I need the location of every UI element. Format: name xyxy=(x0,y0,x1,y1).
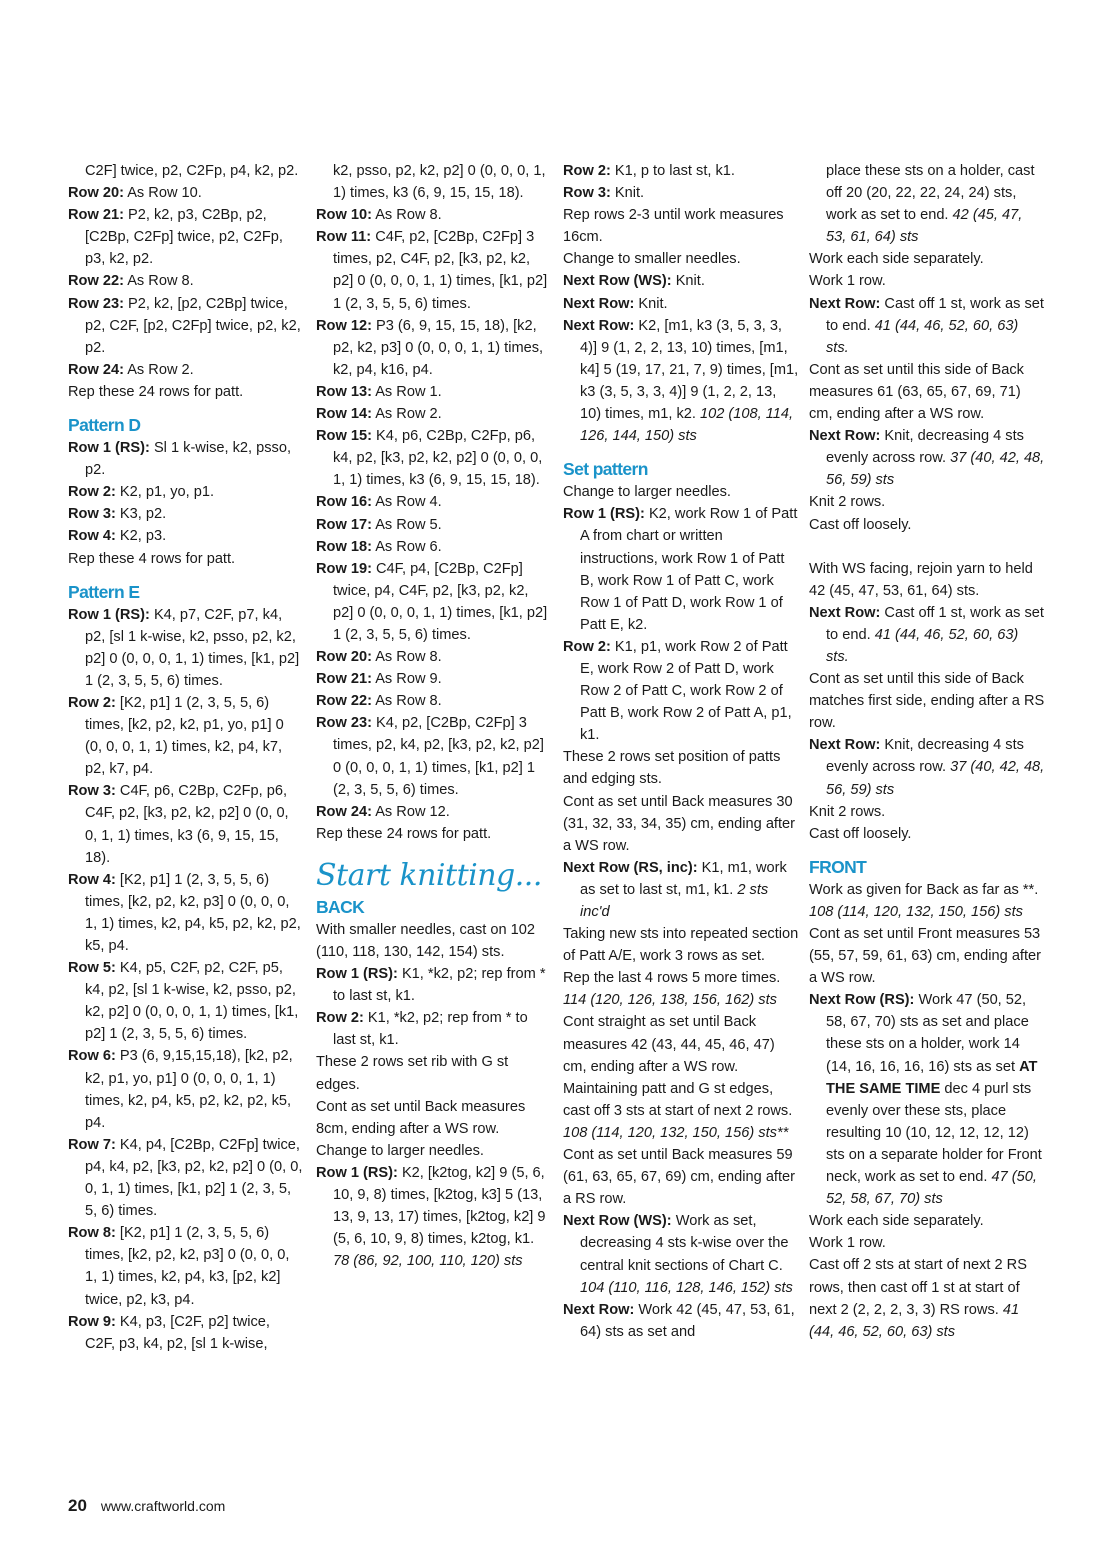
instruction-body: k2, psso, p2, k2, p2] 0 (0, 0, 0, 1, 1) times, k3 (6, 9, 15, 15, 18). xyxy=(333,163,546,202)
row-instruction xyxy=(316,491,552,513)
instruction-text xyxy=(809,1232,1045,1254)
row-instruction xyxy=(316,403,552,425)
instruction-body: K4, p6, C2Bp, C2Fp, p6, k4, p2, [k3, p2, k2, p2] 0 (0, 0, 0, 1, 1) times, k3 (6, 9, 15, 15, 18). xyxy=(333,428,543,489)
row-instruction xyxy=(563,160,799,182)
row-label: Row 10: xyxy=(316,207,372,224)
row-label: Row 19: xyxy=(316,560,372,577)
column-3 xyxy=(563,160,799,1343)
row-instruction xyxy=(809,293,1045,359)
row-label: Row 20: xyxy=(68,185,124,202)
instruction-text xyxy=(563,791,799,857)
instruction-body: Work 42 (45, 47, 53, 61, 64) sts as set and xyxy=(580,1301,795,1340)
row-instruction xyxy=(316,668,552,690)
row-label: Row 11: xyxy=(316,229,372,246)
row-instruction xyxy=(68,1222,304,1310)
instruction-body: As Row 4. xyxy=(371,494,442,511)
instruction-body: Work as given for Back as far as **. xyxy=(809,881,1039,898)
instruction-body: K2, work Row 1 of Patt A from chart or written instructions, work Row 1 of Patt B, work Row 1 of Patt C, work Row 1 of Patt D, work Row 1 of Patt E, k2. xyxy=(580,506,798,633)
row-instruction xyxy=(68,525,304,547)
row-instruction xyxy=(68,1134,304,1222)
row-label: Next Row: xyxy=(563,317,635,334)
instruction-body: Cont as set until this side of Back measures 61 (63, 65, 67, 69, 71) cm, ending after a WS row. xyxy=(809,361,1024,423)
row-label: Row 1 (RS): xyxy=(316,966,398,983)
instruction-body: Knit, decreasing 4 sts evenly across row. xyxy=(826,428,1024,467)
instruction-text xyxy=(563,248,799,270)
instruction-body: K2, p1, yo, p1. xyxy=(115,484,215,501)
row-label: Row 21: xyxy=(68,207,124,224)
instruction-body: Change to larger needles. xyxy=(316,1142,484,1159)
instruction-body: K4, p2, [C2Bp, C2Fp] 3 times, p2, k4, p2, [k3, p2, k2, p2] 0 (0, 0, 0, 1, 1) times, [k1, p2] 1 (2, 3, 5, 5, 6) times. xyxy=(333,715,544,798)
instruction-text xyxy=(809,558,1045,602)
row-instruction xyxy=(68,503,304,525)
stitch-count: 108 (114, 120, 132, 150, 156) sts xyxy=(809,903,1023,920)
row-label: Row 7: xyxy=(68,1136,116,1153)
instruction-text xyxy=(68,381,304,403)
stitch-count: 47 (50, 52, 58, 67, 70) sts xyxy=(826,1169,1037,1208)
instruction-text xyxy=(316,823,552,845)
instruction-body: As Row 12. xyxy=(371,803,450,820)
row-instruction xyxy=(809,602,1045,668)
instruction-body: K2, [k2tog, k2] 9 (5, 6, 10, 9, 8) times, [k2tog, k3] 5 (13, 13, 9, 13, 17) times, [k2tog, k2] 9 (5, 6, 10, 9, 8) times, k2tog, k1. xyxy=(333,1164,546,1248)
stitch-count: 41 (44, 46, 52, 60, 63) sts. xyxy=(826,317,1019,356)
instruction-body: Cont as set until Back measures 59 (61, 63, 65, 67, 69) cm, ending after a RS row. xyxy=(563,1147,796,1208)
row-instruction xyxy=(316,1007,552,1051)
instruction-text xyxy=(809,270,1045,292)
row-label: Row 2: xyxy=(68,484,116,501)
row-instruction xyxy=(316,558,552,646)
stitch-count: 2 sts inc'd xyxy=(580,881,769,920)
instruction-body: As Row 10. xyxy=(123,185,202,202)
instruction-body: Cont as set until Front measures 53 (55, 57, 59, 61, 63) cm, ending after a WS row. xyxy=(809,926,1042,987)
stitch-count: 37 (40, 42, 48, 56, 59) sts xyxy=(826,450,1045,489)
instruction-body: As Row 5. xyxy=(371,516,442,533)
instruction-body: Knit 2 rows. xyxy=(809,494,886,511)
row-label: Next Row: xyxy=(809,295,881,312)
row-label: Row 24: xyxy=(68,361,124,378)
instruction-text xyxy=(809,879,1045,923)
row-label: Next Row (WS): xyxy=(563,1213,672,1230)
instruction-text xyxy=(563,204,799,248)
instruction-text xyxy=(809,1210,1045,1232)
row-instruction xyxy=(563,1299,799,1343)
instruction-text xyxy=(809,1254,1045,1342)
row-label: Row 1 (RS): xyxy=(563,506,645,523)
row-instruction xyxy=(68,359,304,381)
section-heading: BACK xyxy=(316,896,365,917)
row-label: Next Row: xyxy=(809,428,881,445)
row-label: Row 24: xyxy=(316,803,372,820)
row-instruction xyxy=(68,692,304,780)
instruction-body: [K2, p1] 1 (2, 3, 5, 5, 6) times, [k2, p2, k2, p1, yo, p1] 0 (0, 0, 0, 1, 1) times, k2, p4, k7, p2, k7, p4. xyxy=(85,694,284,778)
instruction-body: Maintaining patt and G st edges, cast off 3 sts at start of next 2 rows. xyxy=(563,1080,793,1119)
instruction-body: Change to larger needles. xyxy=(563,484,731,501)
instruction-text xyxy=(68,548,304,570)
instruction-body: As Row 8. xyxy=(371,649,442,666)
row-instruction xyxy=(68,780,304,868)
stitch-count: 42 (45, 47, 53, 61, 64) sts xyxy=(826,207,1023,246)
row-instruction xyxy=(316,712,552,800)
row-label: Next Row: xyxy=(563,1301,635,1318)
row-label: Row 2: xyxy=(68,694,116,711)
row-label: Row 16: xyxy=(316,494,372,511)
instruction-body: [K2, p1] 1 (2, 3, 5, 5, 6) times, [k2, p2, k2, p3] 0 (0, 0, 0, 1, 1) times, k2, p4, k5, p2, k2, p2, k5, p4. xyxy=(85,871,301,954)
row-instruction xyxy=(316,536,552,558)
section-heading: FRONT xyxy=(809,856,867,877)
instruction-body: Work 1 row. xyxy=(809,273,886,290)
row-label: Row 3: xyxy=(563,185,611,202)
instruction-body: K4, p5, C2F, p2, C2F, p5, k4, p2, [sl 1 k-wise, k2, psso, p2, k2, p2] 0 (0, 0, 0, 1, 1) times, [k1, p2] 1 (2, 3, 5, 5, 6) times. xyxy=(85,960,299,1043)
instruction-body: C4F, p2, [C2Bp, C2Fp] 3 times, p2, C4F, p2, [k3, p2, k2, p2] 0 (0, 0, 0, 1, 1) times, [k1, p2] 1 (2, 3, 5, 5, 6) times. xyxy=(333,229,548,312)
instruction-body: As Row 8. xyxy=(371,207,442,224)
section-heading: Pattern D xyxy=(68,415,141,436)
row-instruction xyxy=(68,957,304,1045)
instruction-body: Sl 1 k-wise, k2, psso, p2. xyxy=(85,440,292,479)
instruction-text xyxy=(809,801,1045,823)
row-label: Row 2: xyxy=(563,638,611,655)
column-2 xyxy=(316,160,552,1272)
stitch-count: 114 (120, 126, 138, 156, 162) sts xyxy=(563,992,777,1009)
instruction-body: Work each side separately. xyxy=(809,1213,984,1230)
instruction-body: Cont straight as set until Back measures 42 (43, 44, 45, 46, 47) cm, ending after a WS row. xyxy=(563,1014,775,1075)
instruction-body: Change to smaller needles. xyxy=(563,251,741,268)
instruction-body: K2, [m1, k3 (3, 5, 3, 3, 4)] 9 (1, 2, 2, 13, 10) times, [m1, k4] 5 (19, 17, 21, 7, 9) times, [m1, k3 (3, 5, 3, 3, 4)] 9 (1, 2, 2, 13, 10) times, m1, k2. xyxy=(580,317,799,423)
row-label: Row 2: xyxy=(316,1010,364,1027)
row-instruction xyxy=(68,604,304,692)
row-label: Row 12: xyxy=(316,317,372,334)
stitch-count: 104 (110, 116, 128, 146, 152) sts xyxy=(580,1279,793,1296)
instruction-body: Knit 2 rows. xyxy=(809,803,886,820)
row-instruction xyxy=(68,481,304,503)
row-instruction xyxy=(68,293,304,359)
instruction-body: C4F, p4, [C2Bp, C2Fp] twice, p4, C4F, p2, [k3, p2, k2, p2] 0 (0, 0, 0, 1, 1) times, [k1, p2] 1 (2, 3, 5, 5, 6) times. xyxy=(333,560,548,643)
instruction-text xyxy=(316,1140,552,1162)
row-instruction xyxy=(68,869,304,957)
instruction-body: As Row 8. xyxy=(371,693,442,710)
row-instruction xyxy=(316,801,552,823)
row-instruction xyxy=(563,636,799,746)
row-label: Row 13: xyxy=(316,383,372,400)
instruction-body: Rep these 24 rows for patt. xyxy=(316,825,492,842)
row-instruction xyxy=(316,690,552,712)
instruction-body: K1, *k2, p2; rep from * to last st, k1. xyxy=(333,1010,528,1049)
row-instruction xyxy=(563,503,799,636)
instruction-body: [K2, p1] 1 (2, 3, 5, 5, 6) times, [k2, p2, k2, p3] 0 (0, 0, 0, 1, 1) times, k2, p4, k3, [p2, k2] twice, p2, k3, p4. xyxy=(85,1225,290,1308)
instruction-body: Rep these 24 rows for patt. xyxy=(68,383,244,400)
row-label: Row 18: xyxy=(316,538,372,555)
row-label: Row 3: xyxy=(68,783,116,800)
instruction-body: Rep rows 2-3 until work measures 16cm. xyxy=(563,207,784,246)
row-label: Row 8: xyxy=(68,1225,116,1242)
row-label: Row 5: xyxy=(68,960,116,977)
instruction-body: Work as set, decreasing 4 sts k-wise over the central knit sections of Chart C. xyxy=(580,1213,789,1274)
row-label: Next Row (RS, inc): xyxy=(563,859,698,876)
instruction-body: dec 4 purl sts evenly over these sts, place resulting 10 (10, 12, 12, 12, 12) sts on a separate holder for Front neck, work as set to end. xyxy=(826,1080,1042,1186)
instruction-body: As Row 9. xyxy=(371,671,442,688)
row-instruction xyxy=(68,182,304,204)
instruction-text xyxy=(809,514,1045,536)
instruction-body: K1, *k2, p2; rep from * to last st, k1. xyxy=(333,966,546,1005)
instruction-body: Cast off loosely. xyxy=(809,516,912,533)
instruction-body: Cast off 2 sts at start of next 2 RS rows, then cast off 1 st at start of next 2 (2, 2, 2, 3, 3) RS rows. xyxy=(809,1257,1027,1318)
row-label: Next Row: xyxy=(809,604,881,621)
instruction-body: K1, p1, work Row 2 of Patt E, work Row 2 of Patt D, work Row 2 of Patt C, work Row 2 of Patt B, work Row 2 of Patt A, p1, k1. xyxy=(580,638,792,744)
instruction-body: As Row 6. xyxy=(371,538,442,555)
instruction-body: P3 (6, 9, 15, 15, 18), [k2, p2, k2, p3] 0 (0, 0, 0, 1, 1) times, k2, p4, k16, p4. xyxy=(333,317,544,378)
instruction-body: P2, k2, p3, C2Bp, p2, [C2Bp, C2Fp] twice, p2, C2Fp, p3, k2, p2. xyxy=(85,207,283,268)
stitch-count: 78 (86, 92, 100, 110, 120) sts xyxy=(333,1253,523,1270)
instruction-text xyxy=(316,160,552,204)
section-heading: Pattern E xyxy=(68,581,140,602)
instruction-body: Knit. xyxy=(671,273,705,290)
row-instruction xyxy=(68,437,304,481)
column-1 xyxy=(68,160,304,1355)
row-instruction xyxy=(316,646,552,668)
row-instruction xyxy=(316,514,552,536)
row-instruction xyxy=(809,425,1045,491)
instruction-body: These 2 rows set position of patts and edging sts. xyxy=(563,749,781,788)
stitch-count: 41 (44, 46, 52, 60, 63) sts xyxy=(809,1301,1020,1340)
instruction-body: Cont as set until Back measures 30 (31, 32, 33, 34, 35) cm, ending after a WS row. xyxy=(563,793,796,854)
section-heading: Set pattern xyxy=(563,459,648,480)
instruction-body: P3 (6, 9,15,15,18), [k2, p2, k2, p1, yo, p1] 0 (0, 0, 0, 1, 1) times, k2, p4, k5, p2, k2, p2, k5, p4. xyxy=(85,1048,293,1131)
instruction-body: place these sts on a holder, cast off 20 (20, 22, 22, 24, 24) sts, work as set to end. xyxy=(826,163,1035,224)
instruction-body: With smaller needles, cast on 102 (110, 118, 130, 142, 154) sts. xyxy=(316,921,536,960)
row-instruction xyxy=(809,989,1045,1210)
row-instruction xyxy=(316,425,552,491)
stitch-count: 37 (40, 42, 48, 56, 59) sts xyxy=(826,759,1045,798)
row-instruction xyxy=(316,226,552,314)
row-instruction xyxy=(316,315,552,381)
instruction-body: Work each side separately. xyxy=(809,251,984,268)
instruction-body: Work 1 row. xyxy=(809,1235,886,1252)
instruction-text xyxy=(563,481,799,503)
row-instruction xyxy=(68,1045,304,1133)
instruction-text xyxy=(563,923,799,967)
row-label: Row 20: xyxy=(316,649,372,666)
row-instruction xyxy=(563,270,799,292)
instruction-body: Knit. xyxy=(610,185,645,202)
instruction-text xyxy=(316,1051,552,1095)
instruction-body: These 2 rows set rib with G st edges. xyxy=(316,1054,509,1093)
instruction-body: As Row 2. xyxy=(371,406,442,423)
row-label: Row 15: xyxy=(316,428,372,445)
instruction-body: K1, p to last st, k1. xyxy=(610,163,735,179)
row-label: Row 22: xyxy=(316,693,372,710)
instruction-body: Knit, decreasing 4 sts evenly across row. xyxy=(826,737,1024,776)
row-instruction xyxy=(316,1162,552,1272)
instruction-body: As Row 2. xyxy=(123,361,194,378)
website-url: www.craftworld.com xyxy=(100,1498,226,1514)
row-label: Next Row: xyxy=(809,737,881,754)
stitch-count: 108 (114, 120, 132, 150, 156) sts** xyxy=(563,1124,789,1141)
instruction-body: C4F, p6, C2Bp, C2Fp, p6, C4F, p2, [k3, p2, k2, p2] 0 (0, 0, 0, 1, 1) times, k3 (6, 9, 15, 15, 18). xyxy=(85,783,289,866)
instruction-body: Cont as set until this side of Back matches first side, ending after a RS row. xyxy=(809,671,1045,732)
row-label: Row 9: xyxy=(68,1313,116,1330)
instruction-body: Cast off 1 st, work as set to end. xyxy=(826,295,1044,334)
row-label: Next Row (RS): xyxy=(809,992,915,1009)
instruction-body: C2F] twice, p2, C2Fp, p4, k2, p2. xyxy=(85,163,299,179)
row-label: Row 14: xyxy=(316,406,372,423)
row-label: Row 3: xyxy=(68,506,116,523)
row-instruction xyxy=(68,270,304,292)
row-label: Next Row (WS): xyxy=(563,273,672,290)
row-instruction xyxy=(563,293,799,315)
row-label: Row 1 (RS): xyxy=(68,606,150,623)
instruction-body: P2, k2, [p2, C2Bp] twice, p2, C2F, [p2, C2Fp] twice, p2, k2, p2. xyxy=(85,295,301,356)
row-instruction xyxy=(68,204,304,270)
row-label: Row 23: xyxy=(68,295,124,312)
page-number: 20 xyxy=(68,1496,87,1515)
instruction-text xyxy=(316,1096,552,1140)
row-instruction xyxy=(563,182,799,204)
instruction-text xyxy=(809,491,1045,513)
stitch-count: 102 (108, 114, 126, 144, 150) sts xyxy=(580,406,794,445)
row-instruction xyxy=(316,204,552,226)
script-title: Start knitting... xyxy=(316,857,542,893)
instruction-body: Cast off loosely. xyxy=(809,825,912,842)
row-instruction xyxy=(809,734,1045,800)
instruction-text xyxy=(563,1078,799,1144)
instruction-body: K4, p3, [C2F, p2] twice, C2F, p3, k4, p2, [sl 1 k-wise, xyxy=(85,1313,270,1352)
row-instruction xyxy=(316,963,552,1007)
row-label: Row 21: xyxy=(316,671,372,688)
instruction-text xyxy=(68,160,304,182)
instruction-text xyxy=(563,746,799,790)
instruction-body: Cont as set until Back measures 8cm, ending after a WS row. xyxy=(316,1098,526,1137)
instruction-body: Rep these 4 rows for patt. xyxy=(68,550,236,567)
instruction-body: Taking new sts into repeated section of Patt A/E, work 3 rows as set. xyxy=(563,926,799,965)
instruction-body: K1, m1, work as set to last st, m1, k1. xyxy=(580,859,787,898)
row-label: Row 17: xyxy=(316,516,372,533)
instruction-text xyxy=(809,160,1045,248)
row-label: Row 23: xyxy=(316,715,372,732)
instruction-text xyxy=(809,923,1045,989)
instruction-body: As Row 1. xyxy=(371,383,442,400)
row-label: Row 6: xyxy=(68,1048,116,1065)
instruction-body: Work 47 (50, 52, 58, 67, 70) sts as set and place these sts on a holder, work 14 (14, 16, 16, 16, 16) sts as set xyxy=(826,992,1029,1075)
instruction-body: K4, p4, [C2Bp, C2Fp] twice, p4, k4, p2, [k3, p2, k2, p2] 0 (0, 0, 0, 1, 1) times, [k1, p2] 1 (2, 3, 5, 5, 6) times. xyxy=(85,1136,303,1220)
row-label: Row 4: xyxy=(68,871,116,888)
row-label: Row 2: xyxy=(563,163,611,179)
instruction-text xyxy=(563,1011,799,1077)
instruction-body: With WS facing, rejoin yarn to held 42 (45, 47, 53, 61, 64) sts. xyxy=(809,560,1033,599)
emphasis-text: AT THE SAME TIME xyxy=(826,1058,1038,1097)
instruction-text xyxy=(563,967,799,1011)
row-label: Row 1 (RS): xyxy=(68,440,150,457)
instruction-text xyxy=(316,919,552,963)
instruction-body: K2, p3. xyxy=(115,528,167,545)
row-label: Row 1 (RS): xyxy=(316,1164,398,1181)
row-label: Next Row: xyxy=(563,295,635,312)
instruction-text xyxy=(809,668,1045,734)
column-4 xyxy=(809,160,1045,1343)
row-label: Row 22: xyxy=(68,273,124,290)
row-instruction xyxy=(563,857,799,923)
row-instruction xyxy=(316,381,552,403)
row-instruction xyxy=(563,315,799,448)
row-label: Row 4: xyxy=(68,528,116,545)
instruction-body: Cast off 1 st, work as set to end. xyxy=(826,604,1044,643)
row-instruction xyxy=(68,1311,304,1355)
instruction-text xyxy=(809,359,1045,425)
instruction-text xyxy=(809,248,1045,270)
instruction-body: Rep the last 4 rows 5 more times. xyxy=(563,970,781,987)
stitch-count: 41 (44, 46, 52, 60, 63) sts. xyxy=(826,626,1019,665)
instruction-body: K4, p7, C2F, p7, k4, p2, [sl 1 k-wise, k2, psso, p2, k2, p2] 0 (0, 0, 0, 1, 1) times, [k1, p2] 1 (2, 3, 5, 5, 6) times. xyxy=(85,606,300,689)
instruction-text xyxy=(563,1144,799,1210)
page-footer xyxy=(68,1496,225,1516)
instruction-body: Knit. xyxy=(634,295,668,312)
row-instruction xyxy=(563,1210,799,1298)
spacer xyxy=(809,536,1045,558)
instruction-body: K3, p2. xyxy=(115,506,167,523)
instruction-body: As Row 8. xyxy=(123,273,194,290)
instruction-text xyxy=(809,823,1045,845)
